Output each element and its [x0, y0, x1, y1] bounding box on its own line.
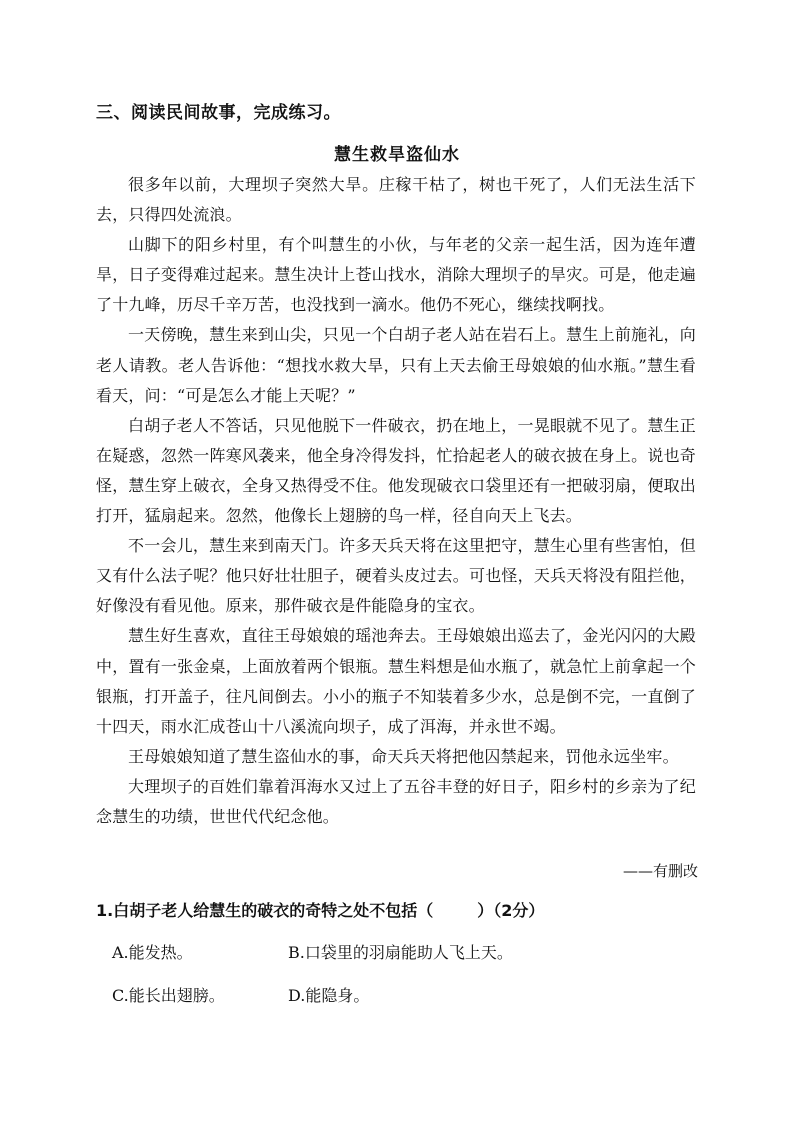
story-body — [96, 170, 696, 832]
story-paragraph-6: 慧生好生喜欢，直往王母娘娘的瑶池奔去。王母娘娘出巡去了，金光闪闪的大殿中，置有一张金桌，上面放着两个银瓶。慧生料想是仙水瓶了，就急忙上前拿起一个银瓶，打开盖子，往凡间倒去。小小的瓶子不知装着多少水，总是倒不完，一直倒了十四天，雨水汇成苍山十八溪流向坝子，成了洱海，并永世不竭。 — [96, 626, 696, 736]
story-paragraph-5: 不一会儿，慧生来到南天门。许多天兵天将在这里把守，慧生心里有些害怕，但又有什么法子呢？他只好壮壮胆子，硬着头皮过去。可也怪，天兵天将没有阻拦他，好像没有看见他。原来，那件破衣是件能隐身的宝衣。 — [96, 536, 696, 616]
question-1-text: 1.白胡子老人给慧生的破衣的奇特之处不包括（ — [96, 901, 434, 920]
option-a: A.能发热。 — [112, 943, 193, 962]
story-paragraph-3: 一天傍晚，慧生来到山尖，只见一个白胡子老人站在岩石上。慧生上前施礼，向老人请教。老人告诉他：“想找水救大旱，只有上天去偷王母娘娘的仙水瓶。”慧生看看天，问：“可是怎么才能上天呢？” — [96, 325, 696, 405]
story-paragraph-1: 很多年以前，大理坝子突然大旱。庄稼干枯了，树也干死了，人们无法生活下去，只得四处流浪。 — [96, 175, 696, 225]
option-b: B.口袋里的羽扇能助人飞上天。 — [288, 943, 513, 962]
option-c: C.能长出翅膀。 — [112, 986, 225, 1005]
question-1 — [96, 898, 544, 921]
option-d: D.能隐身。 — [288, 986, 370, 1005]
attribution: ——有删改 — [622, 862, 698, 880]
story-paragraph-4: 白胡子老人不答话，只见他脱下一件破衣，扔在地上，一晃眼就不见了。慧生正在疑惑，忽然一阵寒风袭来，他全身冷得发抖，忙拾起老人的破衣披在身上。说也奇怪，慧生穿上破衣，全身又热得受不住。他发现破衣口袋里还有一把破羽扇，便取出打开，猛扇起来。忽然，他像长上翅膀的鸟一样，径自向天上飞去。 — [96, 415, 696, 526]
story-paragraph-8: 大理坝子的百姓们靠着洱海水又过上了五谷丰登的好日子，阳乡村的乡亲为了纪念慧生的功绩，世世代代纪念他。 — [96, 776, 696, 826]
story-paragraph-2: 山脚下的阳乡村里，有个叫慧生的小伙，与年老的父亲一起生活，因为连年遭旱，日子变得难过起来。慧生决计上苍山找水，消除大理坝子的旱灾。可是，他走遍了十九峰，历尽千辛万苦，也没找到一滴水。他仍不死心，继续找啊找。 — [96, 235, 696, 315]
question-1-score: ）（2分） — [477, 901, 545, 920]
story-paragraph-7: 王母娘娘知道了慧生盗仙水的事，命天兵天将把他囚禁起来，罚他永远坐牢。 — [128, 746, 679, 766]
story-title: 慧生救旱盗仙水 — [334, 145, 460, 165]
section-heading: 三、阅读民间故事，完成练习。 — [96, 103, 341, 123]
